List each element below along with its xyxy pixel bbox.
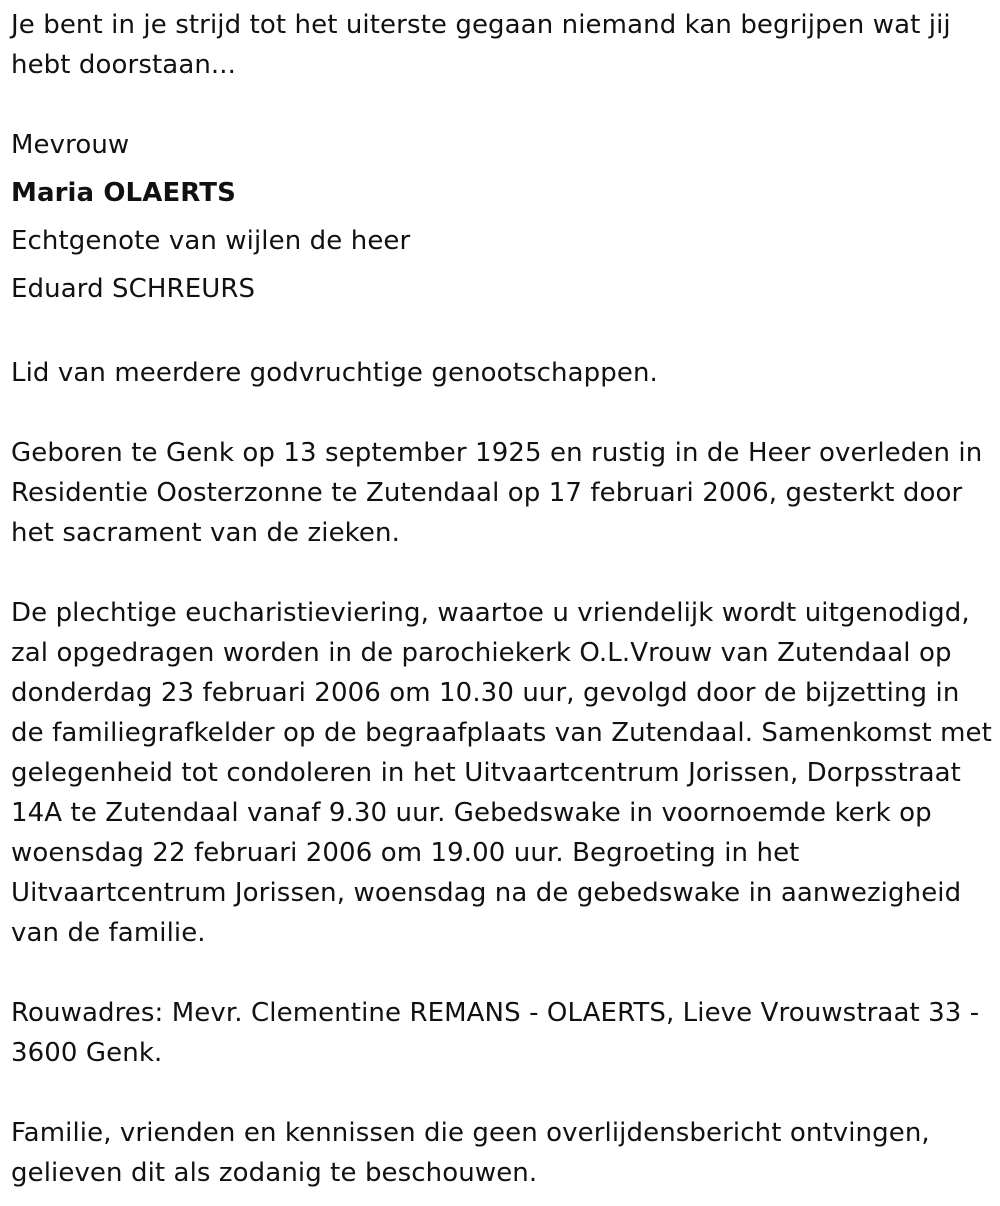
spouse-name: Eduard SCHREURS (11, 274, 256, 304)
birth-death-paragraph: Geboren te Genk op 13 september 1925 en rustig in de Heer overleden in Residentie Oosterzonne te Zutendaal op 17 februari 2006, gesterkt door het sacrament van de zieken. (11, 438, 983, 548)
ceremony-paragraph: De plechtige eucharistieviering, waartoe u vriendelijk wordt uitgenodigd, zal opgedragen worden in de parochiekerk O.L.Vrouw van Zutendaal op donderdag 23 februari 2006 om 10.30 uur, gevolgd door de bijzetting in de familiegrafkelder op de begraafplaats van Zutendaal. Samenkomst met gelegenheid tot condoleren in het Uitvaartcentrum Jorissen, Dorpsstraat 14A te Zutendaal vanaf 9.30 uur. Gebedswake in voornoemde kerk op woensdag 22 februari 2006 om 19.00 uur. Begroeting in het Uitvaartcentrum Jorissen, woensdag na de gebedswake in aanwezigheid van de familie. (11, 598, 992, 948)
salutation: Mevrouw (11, 130, 130, 160)
membership-paragraph: Lid van meerdere godvruchtige genootschappen. (11, 358, 658, 388)
spouse-line: Echtgenote van wijlen de heer (11, 226, 411, 256)
deceased-name-block (11, 121, 996, 313)
deceased-name: Maria OLAERTS (11, 178, 236, 208)
closing-note: Familie, vrienden en kennissen die geen overlijdensbericht ontvingen, gelieven dit als zodanig te beschouwen. (11, 1118, 930, 1188)
opening-quote: Je bent in je strijd tot het uiterste gegaan niemand kan begrijpen wat jij hebt doorstaan... (11, 10, 951, 80)
obituary-document (11, 5, 996, 1193)
mourning-address: Rouwadres: Mevr. Clementine REMANS - OLAERTS, Lieve Vrouwstraat 33 - 3600 Genk. (11, 998, 980, 1068)
